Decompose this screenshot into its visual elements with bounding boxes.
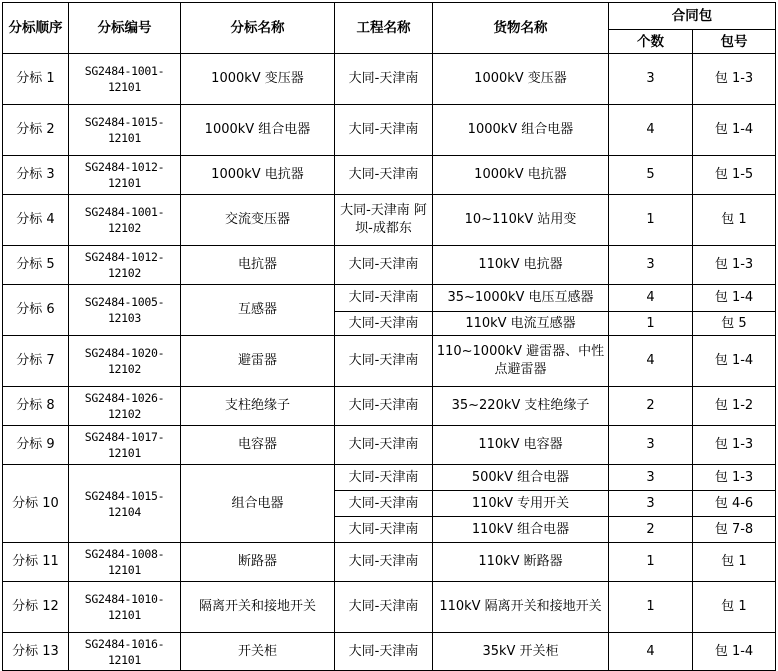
table-row — [3, 582, 776, 633]
header-code: 分标编号 — [69, 3, 181, 54]
lot-code-cell: SG2484-1012-12101 — [69, 156, 181, 195]
goods-cell: 35~220kV 支柱绝缘子 — [433, 387, 609, 426]
count-cell: 5 — [609, 156, 693, 195]
lot-name-cell: 开关柜 — [181, 633, 335, 671]
goods-cell: 110kV 电抗器 — [433, 246, 609, 285]
lot-seq-cell: 分标 8 — [3, 387, 69, 426]
package-cell: 包 5 — [693, 312, 776, 336]
project-cell: 大同-天津南 — [335, 54, 433, 105]
header-lot-name: 分标名称 — [181, 3, 335, 54]
lot-name-cell: 1000kV 组合电器 — [181, 105, 335, 156]
lot-name-cell: 电容器 — [181, 426, 335, 465]
lot-seq-cell: 分标 12 — [3, 582, 69, 633]
header-count: 个数 — [609, 30, 693, 54]
lot-code-cell: SG2484-1015-12104 — [69, 465, 181, 543]
count-cell: 4 — [609, 633, 693, 671]
package-cell: 包 1-4 — [693, 105, 776, 156]
goods-cell: 110kV 电容器 — [433, 426, 609, 465]
table-row — [3, 195, 776, 246]
lot-name-cell: 支柱绝缘子 — [181, 387, 335, 426]
project-cell: 大同-天津南 — [335, 105, 433, 156]
count-cell: 1 — [609, 543, 693, 582]
lot-name-cell: 避雷器 — [181, 336, 335, 387]
project-cell: 大同-天津南 — [335, 543, 433, 582]
table-row — [3, 426, 776, 465]
package-cell: 包 1 — [693, 582, 776, 633]
count-cell: 3 — [609, 426, 693, 465]
goods-cell: 110kV 断路器 — [433, 543, 609, 582]
lot-seq-cell: 分标 10 — [3, 465, 69, 543]
table-row — [3, 54, 776, 105]
lot-seq-cell: 分标 2 — [3, 105, 69, 156]
lot-name-cell: 隔离开关和接地开关 — [181, 582, 335, 633]
count-cell: 3 — [609, 491, 693, 517]
goods-cell: 110kV 电流互感器 — [433, 312, 609, 336]
package-cell: 包 1-4 — [693, 336, 776, 387]
lot-seq-cell: 分标 7 — [3, 336, 69, 387]
project-cell: 大同-天津南 — [335, 336, 433, 387]
header-goods: 货物名称 — [433, 3, 609, 54]
lot-seq-cell: 分标 4 — [3, 195, 69, 246]
count-cell: 1 — [609, 312, 693, 336]
package-cell: 包 1 — [693, 195, 776, 246]
package-cell: 包 1-4 — [693, 633, 776, 671]
lot-seq-cell: 分标 1 — [3, 54, 69, 105]
goods-cell: 10~110kV 站用变 — [433, 195, 609, 246]
goods-cell: 110kV 专用开关 — [433, 491, 609, 517]
project-cell: 大同-天津南 — [335, 246, 433, 285]
lot-code-cell: SG2484-1008-12101 — [69, 543, 181, 582]
lot-code-cell: SG2484-1010-12101 — [69, 582, 181, 633]
header-contract: 合同包 — [609, 3, 776, 30]
count-cell: 2 — [609, 517, 693, 543]
lot-seq-cell: 分标 5 — [3, 246, 69, 285]
lot-seq-cell: 分标 13 — [3, 633, 69, 671]
project-cell: 大同-天津南 — [335, 465, 433, 491]
project-cell: 大同-天津南 阿坝-成都东 — [335, 195, 433, 246]
lot-name-cell: 1000kV 变压器 — [181, 54, 335, 105]
lot-code-cell: SG2484-1016-12101 — [69, 633, 181, 671]
package-cell: 包 1-3 — [693, 465, 776, 491]
table-row — [3, 156, 776, 195]
goods-cell: 110kV 隔离开关和接地开关 — [433, 582, 609, 633]
count-cell: 3 — [609, 246, 693, 285]
lot-seq-cell: 分标 9 — [3, 426, 69, 465]
package-cell: 包 1-3 — [693, 426, 776, 465]
table-row — [3, 336, 776, 387]
goods-cell: 1000kV 变压器 — [433, 54, 609, 105]
lot-seq-cell: 分标 11 — [3, 543, 69, 582]
goods-cell: 35~1000kV 电压互感器 — [433, 285, 609, 312]
count-cell: 4 — [609, 285, 693, 312]
count-cell: 1 — [609, 582, 693, 633]
table-row — [3, 285, 776, 312]
goods-cell: 1000kV 电抗器 — [433, 156, 609, 195]
count-cell: 4 — [609, 105, 693, 156]
package-cell: 包 1-4 — [693, 285, 776, 312]
package-cell: 包 1-3 — [693, 54, 776, 105]
table-row — [3, 387, 776, 426]
project-cell: 大同-天津南 — [335, 426, 433, 465]
package-cell: 包 7-8 — [693, 517, 776, 543]
table-row — [3, 246, 776, 285]
project-cell: 大同-天津南 — [335, 387, 433, 426]
lot-code-cell: SG2484-1001-12101 — [69, 54, 181, 105]
goods-cell: 1000kV 组合电器 — [433, 105, 609, 156]
project-cell: 大同-天津南 — [335, 582, 433, 633]
table-body — [3, 54, 776, 671]
package-cell: 包 1-2 — [693, 387, 776, 426]
lot-code-cell: SG2484-1026-12102 — [69, 387, 181, 426]
lot-code-cell: SG2484-1015-12101 — [69, 105, 181, 156]
count-cell: 3 — [609, 465, 693, 491]
lot-code-cell: SG2484-1012-12102 — [69, 246, 181, 285]
lot-name-cell: 电抗器 — [181, 246, 335, 285]
lot-name-cell: 1000kV 电抗器 — [181, 156, 335, 195]
project-cell: 大同-天津南 — [335, 312, 433, 336]
count-cell: 1 — [609, 195, 693, 246]
lot-name-cell: 互感器 — [181, 285, 335, 336]
package-cell: 包 1 — [693, 543, 776, 582]
count-cell: 2 — [609, 387, 693, 426]
goods-cell: 500kV 组合电器 — [433, 465, 609, 491]
lot-seq-cell: 分标 6 — [3, 285, 69, 336]
table-row — [3, 633, 776, 671]
project-cell: 大同-天津南 — [335, 633, 433, 671]
goods-cell: 35kV 开关柜 — [433, 633, 609, 671]
project-cell: 大同-天津南 — [335, 491, 433, 517]
package-cell: 包 1-5 — [693, 156, 776, 195]
lot-code-cell: SG2484-1017-12101 — [69, 426, 181, 465]
table-row — [3, 543, 776, 582]
table-row — [3, 465, 776, 491]
goods-cell: 110kV 组合电器 — [433, 517, 609, 543]
lot-name-cell: 交流变压器 — [181, 195, 335, 246]
project-cell: 大同-天津南 — [335, 156, 433, 195]
project-cell: 大同-天津南 — [335, 517, 433, 543]
header-pkg: 包号 — [693, 30, 776, 54]
lot-name-cell: 断路器 — [181, 543, 335, 582]
bid-lot-table — [2, 2, 776, 671]
lot-code-cell: SG2484-1005-12103 — [69, 285, 181, 336]
lot-seq-cell: 分标 3 — [3, 156, 69, 195]
count-cell: 3 — [609, 54, 693, 105]
project-cell: 大同-天津南 — [335, 285, 433, 312]
lot-code-cell: SG2484-1020-12102 — [69, 336, 181, 387]
lot-name-cell: 组合电器 — [181, 465, 335, 543]
header-project: 工程名称 — [335, 3, 433, 54]
table-row — [3, 105, 776, 156]
count-cell: 4 — [609, 336, 693, 387]
goods-cell: 110~1000kV 避雷器、中性点避雷器 — [433, 336, 609, 387]
package-cell: 包 4-6 — [693, 491, 776, 517]
lot-code-cell: SG2484-1001-12102 — [69, 195, 181, 246]
header-seq: 分标顺序 — [3, 3, 69, 54]
package-cell: 包 1-3 — [693, 246, 776, 285]
